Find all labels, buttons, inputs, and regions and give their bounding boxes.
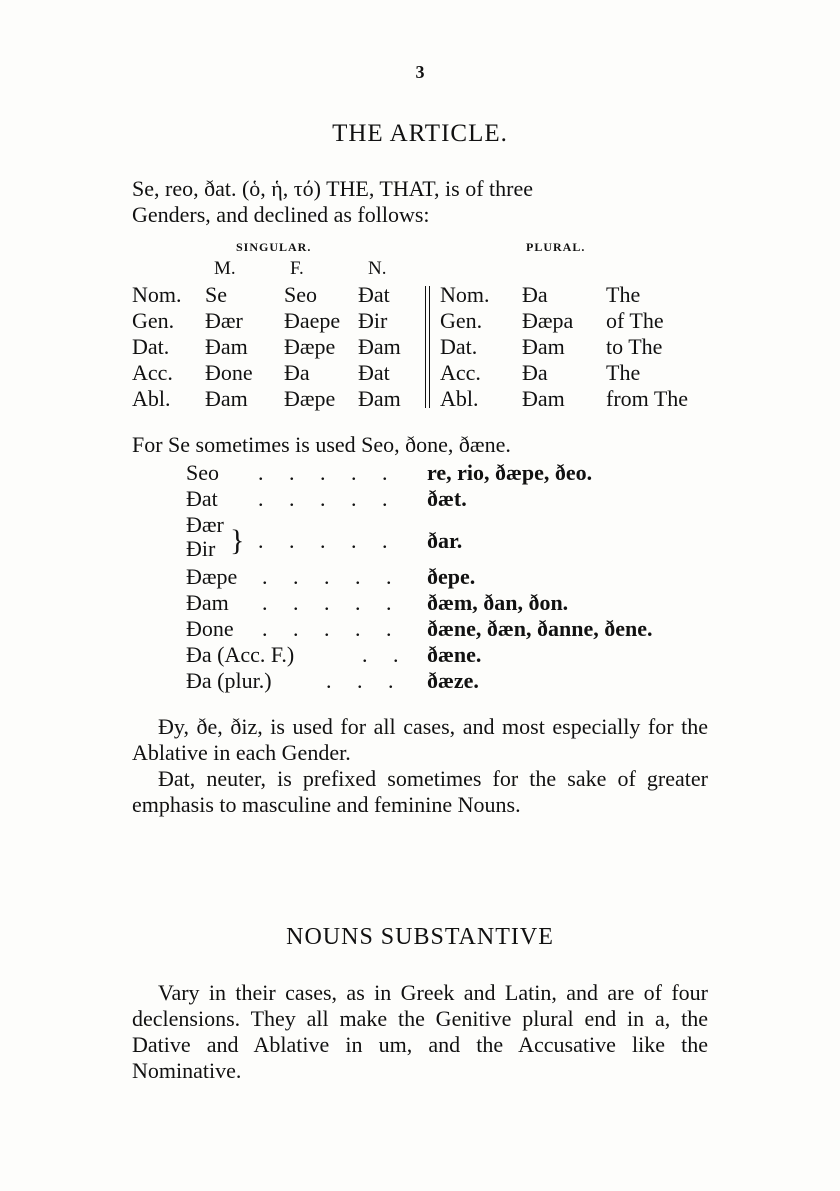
- declension-row-dat: [0, 334, 840, 360]
- variants-intro: For Se sometimes is used Seo, ðone, ðæne.: [132, 432, 511, 457]
- leader-dots: . . . . .: [262, 590, 402, 615]
- variant-row-da-plur: [0, 668, 840, 694]
- form-feminine: Ðæpe: [284, 386, 336, 411]
- variant-form: Ðæpe: [186, 564, 238, 589]
- section-title-article: THE ARTICLE.: [332, 120, 508, 147]
- plural-case-label: Acc.: [440, 360, 481, 385]
- gender-label-f: F.: [290, 258, 304, 279]
- singular-label: SINGULAR.: [236, 240, 312, 254]
- form-feminine: Ðæpe: [284, 334, 336, 359]
- variant-row-braced: [0, 528, 840, 554]
- form-feminine: Ðaepe: [284, 308, 341, 333]
- form-masculine: Ðær: [205, 308, 243, 333]
- form-masculine: Ðam: [205, 386, 248, 411]
- variant-equivalents: ðar.: [427, 528, 463, 553]
- variant-equivalents: ðæne, ðæn, ðanne, ðene.: [427, 616, 653, 641]
- plural-case-label: Gen.: [440, 308, 483, 333]
- leader-dots: . . . . .: [258, 528, 398, 553]
- form-neuter: Ðam: [358, 386, 401, 411]
- case-label: Nom.: [132, 282, 182, 307]
- leader-dots: . . . . .: [258, 460, 398, 485]
- form-neuter: Ðat: [358, 282, 390, 307]
- gloss: of The: [606, 308, 664, 333]
- form-feminine: Seo: [284, 282, 317, 307]
- gender-label-m: M.: [214, 258, 236, 279]
- declension-row-gen: [0, 308, 840, 334]
- brace-glyph: }: [230, 524, 245, 557]
- variant-row-daepe: [0, 564, 840, 590]
- form-neuter: Ðam: [358, 334, 401, 359]
- variant-row-dam: [0, 590, 840, 616]
- leader-dots: . . .: [326, 668, 404, 693]
- variant-form-daer: Ðær: [186, 512, 224, 537]
- article-intro-line-1: Se, reo, ðat. (ὁ, ἡ, τό) THE, THAT, is of three: [132, 176, 533, 201]
- form-plural: Ða: [522, 282, 548, 307]
- variant-equivalents: ðæm, ðan, ðon.: [427, 590, 569, 615]
- variant-form: Ða (Acc. F.): [186, 642, 295, 667]
- declension-row-abl: [0, 386, 840, 412]
- plural-label: PLURAL.: [526, 240, 586, 254]
- page-number: 3: [415, 62, 425, 82]
- variant-form: Ða (plur.): [186, 668, 272, 693]
- form-neuter: Ðat: [358, 360, 390, 385]
- article-paragraph-1: Ðy, ðe, ðiz, is used for all cases, and most especially for the Ablative in each Gender.: [132, 714, 708, 765]
- gloss: The: [606, 360, 641, 385]
- variant-row-dat: [0, 486, 840, 512]
- variant-row-done: [0, 616, 840, 642]
- form-masculine: Ðone: [205, 360, 253, 385]
- variant-equivalents: ðæze.: [427, 668, 479, 693]
- plural-case-label: Nom.: [440, 282, 490, 307]
- variant-form-dir: Ðir: [186, 536, 216, 561]
- leader-dots: . . . . .: [258, 486, 398, 511]
- declension-row-acc: [0, 360, 840, 386]
- form-plural: Ðam: [522, 386, 565, 411]
- leader-dots: . . . . .: [262, 564, 402, 589]
- case-label: Acc.: [132, 360, 173, 385]
- case-label: Abl.: [132, 386, 171, 411]
- case-label: Dat.: [132, 334, 170, 359]
- variant-form: Ðone: [186, 616, 234, 641]
- form-neuter: Ðir: [358, 308, 388, 333]
- leader-dots: . .: [362, 642, 409, 667]
- plural-case-label: Abl.: [440, 386, 479, 411]
- form-plural: Ðam: [522, 334, 565, 359]
- variant-equivalents: ðæt.: [427, 486, 467, 511]
- variant-form: Ðam: [186, 590, 229, 615]
- plural-case-label: Dat.: [440, 334, 478, 359]
- form-plural: Ðæpa: [522, 308, 574, 333]
- variant-equivalents: ðepe.: [427, 564, 476, 589]
- article-intro-line-2: Genders, and declined as follows:: [132, 202, 430, 227]
- variant-equivalents: ðæne.: [427, 642, 482, 667]
- form-masculine: Ðam: [205, 334, 248, 359]
- variant-form: Seo: [186, 460, 219, 485]
- gloss: to The: [606, 334, 663, 359]
- gender-label-n: N.: [368, 258, 387, 279]
- form-feminine: Ða: [284, 360, 310, 385]
- variant-form: Ðat: [186, 486, 218, 511]
- variant-row-da-acc-f: [0, 642, 840, 668]
- section-title-nouns: NOUNS SUBSTANTIVE: [286, 924, 554, 950]
- form-masculine: Se: [205, 282, 227, 307]
- leader-dots: . . . . .: [262, 616, 402, 641]
- variant-row-seo: [0, 460, 840, 486]
- gloss: The: [606, 282, 641, 307]
- article-paragraph-2: Ðat, neuter, is prefixed sometimes for the sake of greater emphasis to masculine and feminine Nouns.: [132, 766, 708, 817]
- gloss: from The: [606, 386, 689, 411]
- variant-equivalents: re, rio, ðæpe, ðeo.: [427, 460, 593, 485]
- form-plural: Ða: [522, 360, 548, 385]
- nouns-paragraph: Vary in their cases, as in Greek and Latin, and are of four declensions. They all make the Genitive plural end in a, the Dative and Ablative in um, and the Accusative like the Nominative.: [132, 980, 708, 1083]
- case-label: Gen.: [132, 308, 175, 333]
- declension-row-nom: [0, 282, 840, 308]
